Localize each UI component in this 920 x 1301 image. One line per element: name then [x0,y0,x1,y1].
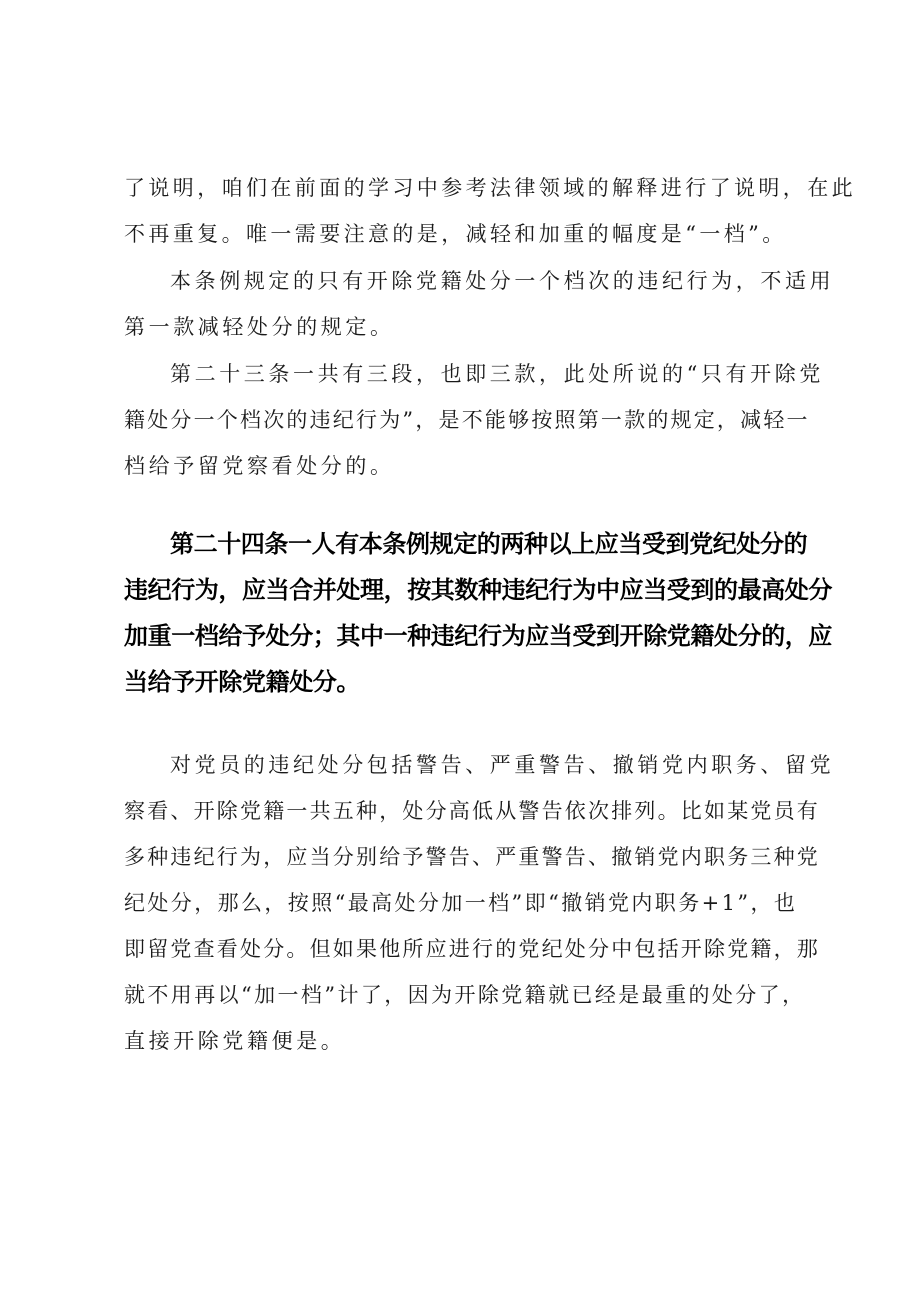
text-line: 多种违纪行为，应当分别给予警告、严重警告、撤销党内职务三种党 [124,845,820,869]
paragraph-article-24-explanation [124,742,835,1064]
text-line: 对党员的违纪处分包括警告、严重警告、撤销党内职务、留党 [170,753,835,777]
text-line: 直接开除党籍便是。 [124,1029,346,1053]
paragraph-article-23-note [124,351,824,489]
text-line: 第二十三条一共有三段，也即三款，此处所说的“只有开除党 [170,362,824,386]
text-line: 档给予留党察看处分的。 [124,454,395,478]
text-line: 第一款减轻处分的规定。 [124,315,395,339]
text-line: 第二十四条一人有本条例规定的两种以上应当受到党纪处分的 [170,530,808,558]
text-line: 察看、开除党籍一共五种，处分高低从警告依次排列。比如某党员有 [124,799,820,823]
text-line: 当给予开除党籍处分。 [124,668,360,696]
text-line: 了说明，咱们在前面的学习中参考法律领域的解释进行了说明，在此 [124,176,856,200]
paragraph-explanation-continued [124,165,856,257]
text-line: 籍处分一个档次的违纪行为”，是不能够按照第一款的规定，减轻一 [124,408,810,432]
text-line: 本条例规定的只有开除党籍处分一个档次的违纪行为，不适用 [170,269,835,293]
text-line: 不再重复。唯一需要注意的是，减轻和加重的幅度是“一档”。 [124,222,787,246]
text-line: 违纪行为，应当合并处理，按其数种违纪行为中应当受到的最高处分 [124,576,832,604]
text-line: 就不用再以“加一档”计了，因为开除党籍就已经是最重的处分了， [124,983,806,1007]
article-24-heading [124,521,832,705]
text-line: 加重一档给予处分；其中一种违纪行为应当受到开除党籍处分的，应 [124,622,832,650]
text-line: 纪处分，那么，按照“最高处分加一档”即“撤销党内职务+1”，也 [124,891,798,915]
text-line: 即留党查看处分。但如果他所应进行的党纪处分中包括开除党籍，那 [124,937,820,961]
paragraph-rule-statement [124,258,835,350]
